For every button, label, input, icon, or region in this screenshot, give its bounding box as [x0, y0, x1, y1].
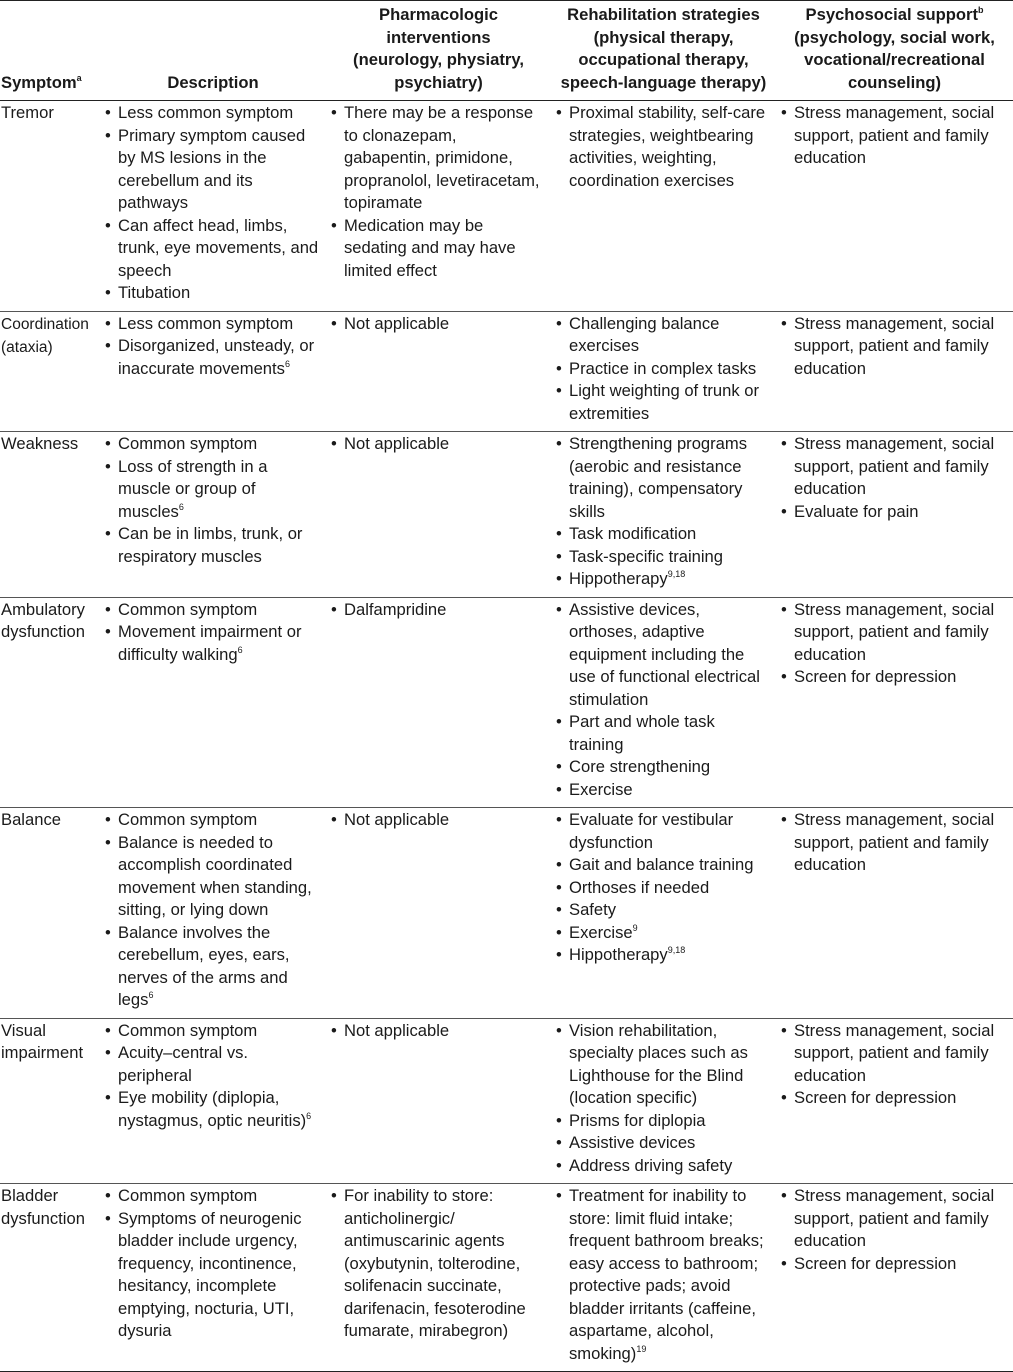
list-item: • Stress management, social support, patient and family education — [780, 1185, 1009, 1253]
rehabilitation-cell — [551, 1018, 776, 1184]
list-item: • Not applicable — [330, 433, 547, 456]
table-row — [0, 1018, 1013, 1184]
symptom-cell: Weakness — [0, 432, 100, 598]
header-rehabilitation: Rehabilitation strategies (physical therapy, occupational therapy, speech-language therapy) — [551, 1, 776, 101]
list-item: • Balance is needed to accomplish coordinated movement when standing, sitting, or lying down — [104, 832, 322, 922]
list-item: • Task-specific training — [555, 546, 772, 569]
table-row — [0, 808, 1013, 1019]
list-item: • Exercise — [555, 779, 772, 802]
list-item: • Stress management, social support, patient and family education — [780, 599, 1009, 667]
list-item: • Common symptom — [104, 1020, 322, 1043]
list-item: • Less common symptom — [104, 313, 322, 336]
header-pharmacologic: Pharmacologic interventions (neurology, physiatry, psychiatry) — [326, 1, 551, 101]
psychosocial-cell — [776, 311, 1013, 432]
description-cell — [100, 101, 326, 312]
list-item: • Prisms for diplopia — [555, 1110, 772, 1133]
list-item: • Hippotherapy$^{9,18}$ — [555, 944, 772, 967]
list-item: • For inability to store: anticholinergic/ antimuscarinic agents (oxybutynin, tolterodine, solifenacin succinate, darifenacin, fesoterodine fumarate, mirabegron) — [330, 1185, 547, 1343]
list-item: • Gait and balance training — [555, 854, 772, 877]
list-item: • Exercise$^9$ — [555, 922, 772, 945]
list-item: • Can be in limbs, trunk, or respiratory muscles — [104, 523, 322, 568]
list-item: • Movement impairment or difficulty walking$^6$ — [104, 621, 322, 666]
list-item: • Hippotherapy$^{9,18}$ — [555, 568, 772, 591]
header-symptom: Symptom$^a$ — [0, 1, 100, 101]
description-cell — [100, 311, 326, 432]
description-cell — [100, 1018, 326, 1184]
psychosocial-cell — [776, 1184, 1013, 1372]
list-item: • Challenging balance exercises — [555, 313, 772, 358]
list-item: • Primary symptom caused by MS lesions in the cerebellum and its pathways — [104, 125, 322, 215]
symptom-cell: Tremor — [0, 101, 100, 312]
list-item: • Can affect head, limbs, trunk, eye movements, and speech — [104, 215, 322, 283]
list-item: • Stress management, social support, patient and family education — [780, 102, 1009, 170]
list-item: • Stress management, social support, patient and family education — [780, 809, 1009, 877]
list-item: • Loss of strength in a muscle or group of muscles$^6$ — [104, 456, 322, 524]
list-item: • Common symptom — [104, 1185, 322, 1208]
pharmacologic-cell — [326, 432, 551, 598]
list-item: • Dalfampridine — [330, 599, 547, 622]
list-item: • Not applicable — [330, 313, 547, 336]
rehabilitation-cell — [551, 311, 776, 432]
list-item: • Titubation — [104, 282, 322, 305]
list-item: • Evaluate for pain — [780, 501, 1009, 524]
pharmacologic-cell — [326, 101, 551, 312]
symptom-cell: Balance — [0, 808, 100, 1019]
header-row — [0, 1, 1013, 101]
symptom-cell: Bladder dysfunction — [0, 1184, 100, 1372]
pharmacologic-cell — [326, 1018, 551, 1184]
list-item: • Acuity–central vs. peripheral — [104, 1042, 322, 1087]
description-cell — [100, 432, 326, 598]
list-item: • Screen for depression — [780, 1087, 1009, 1110]
list-item: • Screen for depression — [780, 666, 1009, 689]
symptom-cell: Visual impairment — [0, 1018, 100, 1184]
list-item: • Screen for depression — [780, 1253, 1009, 1276]
psychosocial-cell — [776, 597, 1013, 808]
list-item: • Medication may be sedating and may have limited effect — [330, 215, 547, 283]
table-row — [0, 432, 1013, 598]
list-item: • Not applicable — [330, 1020, 547, 1043]
header-psychosocial: Psychosocial support$^b$ (psychology, social work, vocational/recreational counseling) — [776, 1, 1013, 101]
list-item: • Stress management, social support, patient and family education — [780, 433, 1009, 501]
description-cell — [100, 1184, 326, 1372]
list-item: • Vision rehabilitation, specialty places such as Lighthouse for the Blind (location specific) — [555, 1020, 772, 1110]
list-item: • Task modification — [555, 523, 772, 546]
psychosocial-cell — [776, 1018, 1013, 1184]
psychosocial-cell — [776, 808, 1013, 1019]
list-item: • Proximal stability, self-care strategies, weightbearing activities, weighting, coordination exercises — [555, 102, 772, 192]
list-item: • Core strengthening — [555, 756, 772, 779]
list-item: • Stress management, social support, patient and family education — [780, 313, 1009, 381]
list-item: • Treatment for inability to store: limit fluid intake; frequent bathroom breaks; easy access to bathroom; protective pads; avoid bladder irritants (caffeine, aspartame, alcohol, smoking)$^{19}$ — [555, 1185, 772, 1365]
list-item: • Orthoses if needed — [555, 877, 772, 900]
table-row — [0, 311, 1013, 432]
description-cell — [100, 597, 326, 808]
list-item: • There may be a response to clonazepam, gabapentin, primidone, propranolol, levetiracetam, topiramate — [330, 102, 547, 215]
pharmacologic-cell — [326, 311, 551, 432]
rehabilitation-cell — [551, 597, 776, 808]
table-row — [0, 101, 1013, 312]
psychosocial-cell — [776, 101, 1013, 312]
symptom-cell: Ambulatory dysfunction — [0, 597, 100, 808]
pharmacologic-cell — [326, 1184, 551, 1372]
pharmacologic-cell — [326, 597, 551, 808]
list-item: • Common symptom — [104, 809, 322, 832]
rehabilitation-cell — [551, 101, 776, 312]
header-description: Description — [100, 1, 326, 101]
list-item: • Stress management, social support, patient and family education — [780, 1020, 1009, 1088]
rehabilitation-cell — [551, 1184, 776, 1372]
list-item: • Light weighting of trunk or extremities — [555, 380, 772, 425]
rehabilitation-cell — [551, 432, 776, 598]
list-item: • Less common symptom — [104, 102, 322, 125]
list-item: • Eye mobility (diplopia, nystagmus, optic neuritis)$^6$ — [104, 1087, 322, 1132]
table-row — [0, 597, 1013, 808]
list-item: • Balance involves the cerebellum, eyes, ears, nerves of the arms and legs$^6$ — [104, 922, 322, 1012]
list-item: • Part and whole task training — [555, 711, 772, 756]
table-row — [0, 1184, 1013, 1372]
list-item: • Symptoms of neurogenic bladder include urgency, frequency, incontinence, hesitancy, incomplete emptying, nocturia, UTI, dysuria — [104, 1208, 322, 1343]
list-item: • Evaluate for vestibular dysfunction — [555, 809, 772, 854]
description-cell — [100, 808, 326, 1019]
list-item: • Assistive devices, orthoses, adaptive equipment including the use of functional electrical stimulation — [555, 599, 772, 712]
list-item: • Not applicable — [330, 809, 547, 832]
list-item: • Strengthening programs (aerobic and resistance training), compensatory skills — [555, 433, 772, 523]
list-item: • Common symptom — [104, 599, 322, 622]
list-item: • Address driving safety — [555, 1155, 772, 1178]
pharmacologic-cell — [326, 808, 551, 1019]
symptom-cell: Coordination (ataxia) — [0, 311, 100, 432]
list-item: • Safety — [555, 899, 772, 922]
list-item: • Disorganized, unsteady, or inaccurate movements$^6$ — [104, 335, 322, 380]
list-item: • Common symptom — [104, 433, 322, 456]
psychosocial-cell — [776, 432, 1013, 598]
list-item: • Practice in complex tasks — [555, 358, 772, 381]
rehabilitation-cell — [551, 808, 776, 1019]
list-item: • Assistive devices — [555, 1132, 772, 1155]
